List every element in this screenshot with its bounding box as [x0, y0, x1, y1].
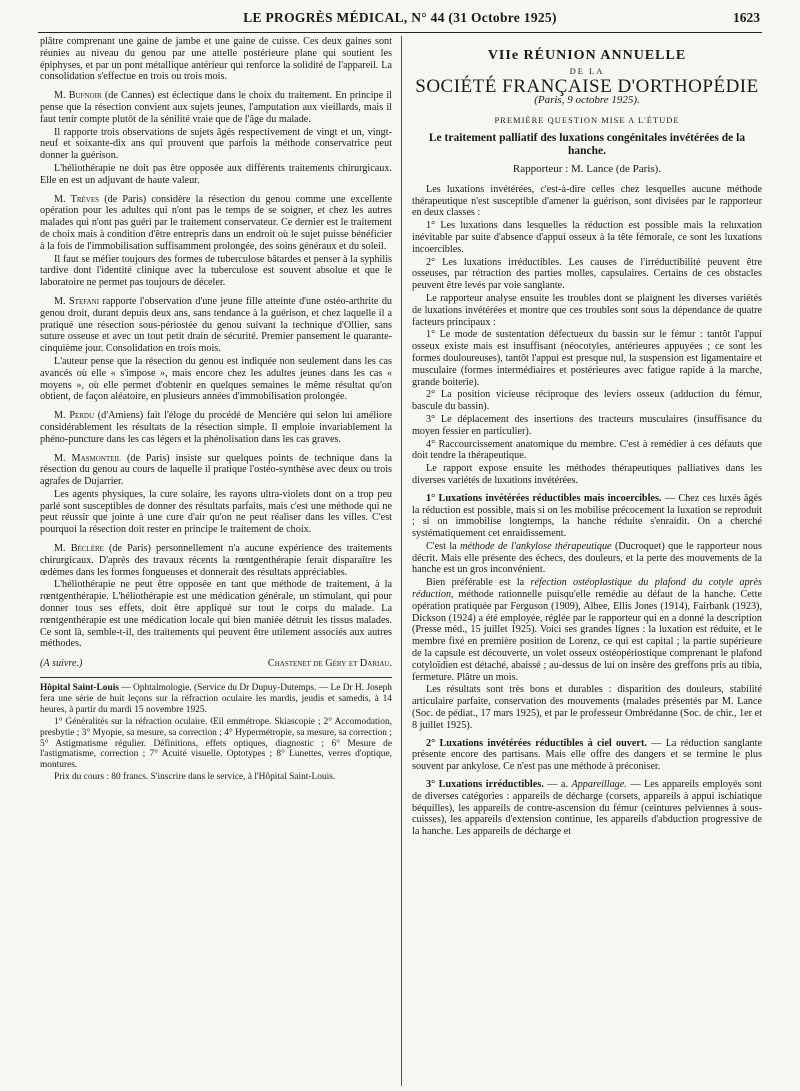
speaker-name: M. Trèves	[54, 193, 100, 205]
running-header	[38, 8, 762, 33]
paragraph: L'héliothérapie ne peut être opposée en tant que méthode de traitement, à la rœntgenthérapie. L'héliothérapie est une médication générale, un stimulant, qui pour donner tous ses effets, doit être appliqué sur tout le corps du malade. La rœntgenthérapie est une médication locale qui bien maniée détruit les tissus malades. Ce sont là, semble-t-il, des traitements qui peuvent être utilement associés aux autres méthodes.	[40, 579, 392, 650]
paragraph	[412, 738, 762, 773]
speaker-name: M. Stefani	[54, 295, 100, 307]
section-heading: 1° Luxations invétérées réductibles mais incoercibles.	[426, 492, 662, 504]
section-heading: 3° Luxations irréductibles.	[426, 779, 544, 791]
report-title: Le traitement palliatif des luxations congénitales invétérées de la hanche.	[428, 131, 746, 157]
paragraph: 1° Le mode de sustentation défectueux du bassin sur le fémur : tantôt l'appui osseux existe mais est insuffisant (néocotyles, antérieures appuyées ; ce sont les formes douloureuses), tantôt l'appui est presque nul, la suspension est ligamentaire et musculaire (formes intermédiaires et postérieures avec fatigue rapide à la marche, grande boiterie).	[412, 329, 762, 388]
paragraph: 4° Raccourcissement anatomique du membre. C'est à remédier à ces défauts que doit tendre la thérapeutique.	[412, 438, 762, 462]
paragraph: plâtre comprenant une gaine de jambe et une gaine de cuisse. Ces deux gaines sont réunies au niveau du genou par une attelle postérieure plane qui soutient les épiphyses, et par un pont métallique antérieur qui renforce la solidité de l'appareil. La consolidation s'effectue en trois ou trois mois.	[40, 36, 392, 83]
page-number: 1623	[733, 10, 760, 25]
to-be-continued: (A suivre.)	[40, 658, 83, 670]
paragraph: Le rapport expose ensuite les méthodes thérapeutiques palliatives dans les diverses variétés de luxations invétérées.	[412, 463, 762, 486]
question-heading: PREMIÈRE QUESTION MISE A L'ÉTUDE	[494, 115, 680, 126]
meeting-heading: VIIe RÉUNION ANNUELLE	[487, 48, 687, 63]
paragraph-text: — Ophtalmologie. (Service du Dr Dupuy-Dutemps. — Le Dr H. Joseph fera une série de huit leçons sur la réfraction oculaire les mardis, jeudis et samedis, à 14 heures, à partir du mardi 15 novembre 1925.	[40, 683, 392, 715]
paragraph	[412, 577, 762, 683]
paragraph: Prix du cours : 80 francs. S'inscrire dans le service, à l'Hôpital Saint-Louis.	[54, 772, 336, 783]
section-rule	[40, 677, 392, 678]
paragraph-text: (d'Amiens) fait l'éloge du procédé de Mencière qui selon lui améliore considérablement les résultats de la résection simple. Il emploie invariablement la phéno-puncture dans les cas légers et la phénolisation dans les cas graves.	[40, 410, 393, 445]
rapporteur-line: Rapporteur : M. Lance (de Paris).	[512, 162, 662, 175]
journal-title: LE PROGRÈS MÉDICAL, N° 44 (31 Octobre 1925)	[243, 10, 557, 25]
subsection-name: Appareillage.	[571, 779, 627, 791]
speaker-name: M. Béclère	[54, 543, 104, 555]
heading-connector: DE LA	[569, 65, 605, 76]
method-name: réfection ostéoplastique du plafond du cotyle après réduction	[412, 577, 762, 601]
article-signature-row	[40, 658, 392, 670]
hospital-name: Hôpital Saint-Louis	[40, 683, 119, 694]
paragraph: 2° La position vicieuse réciproque des leviers osseux (adduction du fémur, bascule du bassin).	[412, 389, 762, 413]
speaker-name: M. Perdu	[54, 410, 95, 422]
paragraph	[412, 541, 762, 576]
paragraph-text: (Ducroquet) que le rapporteur nous décrit. Mais elle présente des échecs, des douleurs, et la perte des mouvements de la hanche est un gros inconvénient.	[412, 540, 762, 576]
paragraph-text: — a.	[543, 779, 572, 791]
paragraph: 2° Les luxations irréductibles. Les causes de l'irréductibilité peuvent être osseuses, par rétraction des parties molles, capsulaires. Certains de ces obstacles peuvent être levés par voie sanglante.	[412, 256, 762, 292]
paragraph	[40, 90, 392, 125]
paragraph: 1° Généralités sur la réfraction oculaire. Œil emmétrope. Skiascopie ; 2° Accomodation, presbytie ; 3° Myopie, sa mesure, sa correction ; 4° Hypermétropie, sa mesure, sa correction ; 5° Astigmatisme régulier. Définitions, effets optiques, diagnostic ; 6° Mesure de l'astigmatisme, correction ; 7° Acuité visuelle. Optotypes ; 8° Lunettes, verres d'optique, montures.	[40, 716, 392, 771]
section-heading: 2° Luxations invétérées réductibles à ciel ouvert.	[426, 737, 647, 749]
paragraph	[40, 410, 392, 445]
meeting-date: (Paris, 9 octobre 1925).	[534, 94, 640, 107]
society-name: SOCIÉTÉ FRANÇAISE D'ORTHOPÉDIE	[415, 75, 759, 97]
paragraph-text: , méthode rationnelle puisqu'elle remédie au défaut de la hanche. Cette opération pratiquée par Ferguson (1909), Albee, Ellis Jones (1914), Fairbank (1923), Dickson (1924) a été employée, réglée par le rapporteur qui en a donné la description (Presse méd., 15 juillet 1925). Voici ses grandes lignes : la luxation est réduite, et le membre fixé en première position de Lorenz, ce qui est capital ; la partie supérieure de la capsule est découverte, un volet osseux ostéopériostique comprenant le plafond cotyloïdien est détaché, abaissé ; au-dessus de lui on insère des greffons pris au tibia, fermeture. Plâtre un mois.	[412, 589, 762, 683]
paragraph	[40, 296, 392, 355]
paragraph-text: (de Paris) personnellement n'a aucune expérience des traitements chirurgicaux. D'après des travaux récents la rœntgenthérapie ferait disparaître les œdèmes dans les formes fongueuses et donnerait des résultats appréciables.	[40, 543, 393, 578]
paragraph-text: — La réduction sanglante présente encore des partisans. Mais elle offre des dangers et se termine le plus souvent par ankylose. Ce n'est pas une méthode à préconiser.	[412, 737, 762, 773]
paragraph: Les luxations invétérées, c'est-à-dire celles chez lesquelles aucune méthode thérapeutique n'est susceptible d'amener la guérison, sont divisées par le rapporteur en deux classes :	[412, 183, 762, 219]
paragraph-text: C'est la	[426, 540, 461, 552]
paragraph-text: (de Cannes) est éclectique dans le choix du traitement. En principe il pense que la résection convient aux sujets jeunes, l'amputation aux vieillards, mais il faut tenir compte plutôt de la sénilité vraie que de l'âge du malade.	[40, 90, 392, 125]
authors-signature: Chastenet de Géry et Dariau.	[267, 658, 392, 670]
paragraph: L'auteur pense que la résection du genou est indiquée non seulement dans les cas avancés où elle « s'impose », mais encore chez les adultes jeunes dans les cas « moyens », où elle permet d'obtenir en quelques semaines le même résultat qu'on obtient, de façon aléatoire, en plusieurs années d'immobilisation prolongée.	[40, 355, 392, 403]
paragraph-text: — Chez ces luxés âgés la réduction est possible, mais si on les mobilise précocement la luxation se reproduit ; si on immobilise longtemps, la hanche réduite s'enraidit. On a cherché systématiquement cet enraidissement.	[412, 492, 762, 540]
paragraph: Il rapporte trois observations de sujets âgés respectivement de vingt et un, vingt-neuf et soixante-dix ans qui prouvent que parfois la méthode conservatrice peut donner la guérison.	[40, 126, 392, 162]
speaker-name: M. Masmonteil	[54, 452, 122, 464]
paragraph-text: rapporte l'observation d'une jeune fille atteinte d'une ostéo-arthrite du genou droit, durant depuis deux ans, sans tendance à la guérison, et chez laquelle il a pratiqué une résection sous-périostée du genou suivant la technique d'Ollier, sans suture osseuse et avec un tout petit drain de sécurité. Premier pansement le quarante-cinquième jour. Consolidation en trois mois.	[40, 295, 393, 355]
paragraph-text: (de Paris) considère la résection du genou comme une excellente opération pour les adultes qui n'ont pas le temps de se soigner, et chez les autres malades qui n'ont pas guéri par le traitement conservateur. Ce dernier est le traitement de choix mais à condition d'être entrepris dans un endroit où le sujet puisse bénéficier à la fois de l'immobilisation suffisamment prolongée, des soins généraux et du soleil.	[40, 193, 392, 252]
hospital-notice	[40, 683, 392, 783]
paragraph: 3° Le déplacement des insertions des tracteurs musculaires (insuffisance du moyen fessier en particulier).	[412, 413, 762, 437]
paragraph	[40, 683, 392, 716]
paragraph: L'héliothérapie ne doit pas être opposée aux différents traitements chirurgicaux. Elle en est un adjuvant de haute valeur.	[40, 162, 392, 186]
paragraph: Il faut se méfier toujours des formes de tuberculose bâtardes et penser à la syphilis tardive dont l'identité clinique avec la tuberculose est souvent absolue et que le laboratoire ne permet pas toujours de déceler.	[40, 253, 392, 289]
paragraph-text: — Les appareils employés sont de diverses catégories : appareils de décharge (corsets, appareils à appui ischiatique béquilles), les appareils de contre-ascension du fémur (ceintures pelviennes à sous-cuisses), les appareils d'extension continue, les appareils d'abduction progressive de la hanche. Les appareils de décharge et	[412, 779, 762, 838]
paragraph: 1° Les luxations dans lesquelles la réduction est possible mais la reluxation inévitable par suite d'absence d'appui osseux à la tête fémorale, ce sont les luxations incoercibles.	[412, 220, 762, 255]
paragraph	[40, 543, 392, 578]
speaker-name: M. Bufnoir	[54, 90, 102, 102]
paragraph-text: Bien préférable est la	[426, 577, 531, 589]
column-divider	[401, 36, 402, 1086]
paragraph: Les résultats sont très bons et durables : disparition des douleurs, stabilité articulaire parfaite, conservation des mouvements (malades présentés par M. Lance (Soc. de pédiat., 17 mars 1925), et par le professeur Ombrédanne (Soc. de chir., 1er et 8 juillet 1925).	[412, 684, 762, 731]
right-column	[412, 36, 762, 839]
left-column	[40, 36, 392, 784]
paragraph	[412, 493, 762, 540]
paragraph	[40, 194, 392, 253]
paragraph: Le rapporteur analyse ensuite les troubles dont se plaignent les diverses variétés de luxations invétérées et montre que ces troubles sont sous la dépendance de quatre facteurs principaux :	[412, 292, 762, 328]
method-name: méthode de l'ankylose thérapeutique	[460, 540, 612, 552]
paragraph	[40, 453, 392, 488]
paragraph: Les agents physiques, la cure solaire, les rayons ultra-violets dont on a trop peu parlé sont susceptibles de donner des résultats parfaits, mais c'est une méthode qui ne peut réussir que jointe à une cure d'air qu'on ne peut réaliser dans les villes. C'est pourquoi la résection doit rester en principe le traitement de choix.	[40, 488, 392, 536]
paragraph-text: (de Paris) insiste sur quelques points de technique dans la résection du genou au cours de laquelle il pratique l'ostéo-synthèse avec deux ou trois agrafes de Dujarrier.	[40, 452, 393, 488]
paragraph	[412, 779, 762, 838]
